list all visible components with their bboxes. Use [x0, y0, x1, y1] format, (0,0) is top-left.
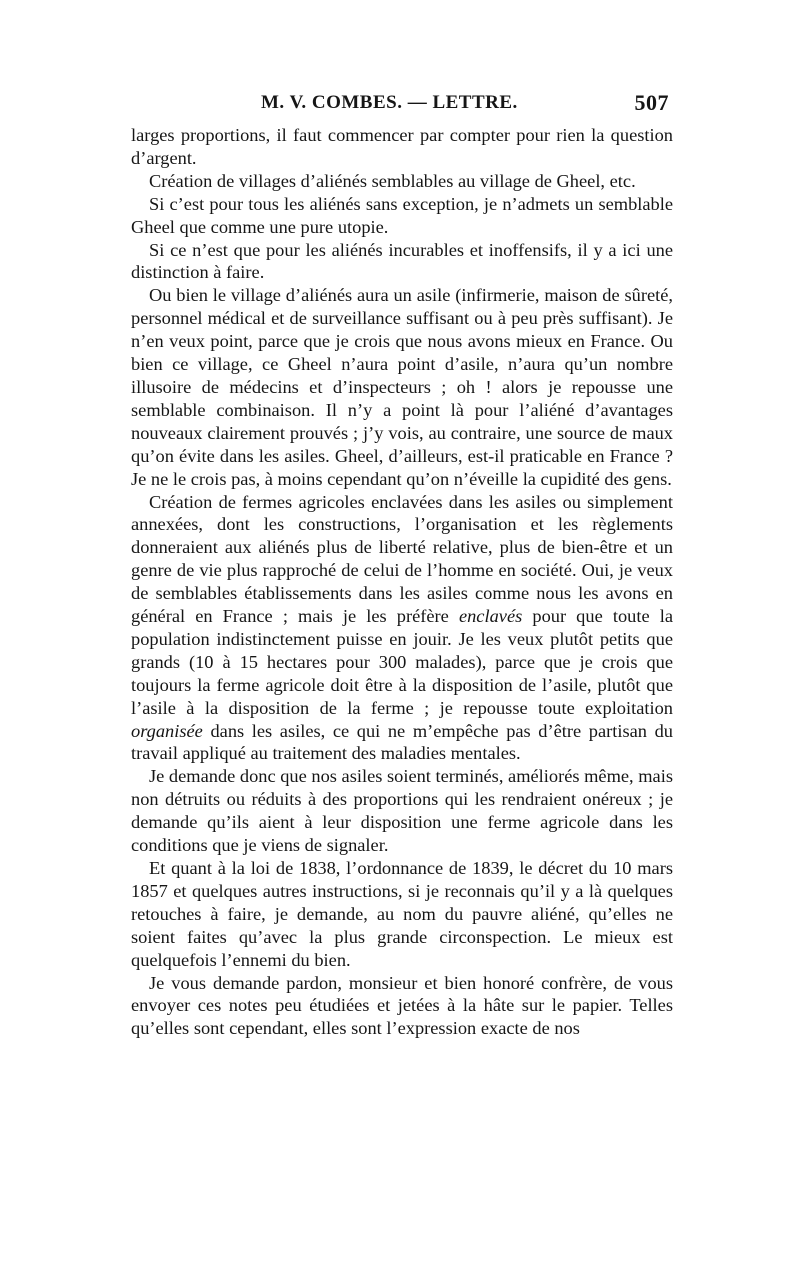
paragraph [131, 972, 673, 1041]
running-title: M. V. COMBES. — LETTRE. [261, 92, 518, 113]
paragraph [131, 124, 673, 170]
paragraph-text: dans les asiles, ce qui ne m’empêche pas d’être partisan du travail appliqué au traitement des maladies mentales. [131, 720, 673, 764]
paragraph [131, 765, 673, 857]
paragraph-text: pour que toute la population indistinctement puisse en jouir. Je les veux plutôt petits que grands (10 à 15 hectares pour 300 malades), parce que je crois que toujours la ferme agricole doit être à la disposition de l’asile, plutôt que l’asile à la disposition de la ferme ; je repousse toute exploitation [131, 606, 673, 718]
paragraph [131, 239, 673, 285]
paragraph-text: Ou bien le village d’aliénés aura un asile (infirmerie, maison de sûreté, personnel médical et de surveillance suffisant ou à peu près suffisant). Je n’en veux point, parce que je crois que nous avons mieux en France. Ou bien ce village, ce Gheel n’aura point d’asile, n’aura qu’un nombre illusoire de médecins et d’inspecteurs ; oh ! alors je repousse une semblable combinaison. Il n’y a point là pour l’aliéné d’avantages nouveaux clairement prouvés ; j’y vois, au contraire, une source de maux qu’on évite dans les asiles. Gheel, d’ailleurs, est-il praticable en France ? Je ne le crois pas, à moins cependant qu’on n’éveille la cupidité des gens. [131, 285, 673, 489]
paragraph [131, 857, 673, 972]
paragraph [131, 170, 673, 193]
emphasized-text: enclavés [458, 606, 523, 627]
body-text [131, 124, 673, 1040]
paragraph-text: Je demande donc que nos asiles soient terminés, améliorés même, mais non détruits ou réduits à des proportions qui les rendraient onéreux ; je demande qu’ils aient à leur disposition une ferme agricole dans les conditions que je viens de signaler. [131, 766, 673, 856]
paragraph [131, 284, 673, 490]
paragraph-text: larges proportions, il faut commencer par compter pour rien la question d’argent. [131, 125, 673, 168]
emphasized-text: organisée [131, 720, 203, 741]
paragraph [131, 193, 673, 239]
book-page [131, 90, 673, 1040]
paragraph-text: Si ce n’est que pour les aliénés incurables et inoffensifs, il y a ici une distinction à faire. [131, 239, 673, 283]
page-number: 507 [634, 90, 669, 115]
paragraph-text: Et quant à la loi de 1838, l’ordonnance de 1839, le décret du 10 mars 1857 et quelques autres instructions, si je reconnais qu’il y a là quelques retouches à faire, je demande, au nom du pauvre aliéné, qu’elles ne soient faites qu’avec la plus grande circonspection. Le mieux est quelquefois l’ennemi du bien. [131, 858, 673, 970]
paragraph-text: Création de villages d’aliénés semblables au village de Gheel, etc. [149, 170, 636, 191]
paragraph-text: Je vous demande pardon, monsieur et bien honoré confrère, de vous envoyer ces notes peu étudiées et jetées à la hâte sur le papier. Telles qu’elles sont cependant, elles sont l’expression exacte de nos [131, 972, 673, 1039]
paragraph [131, 491, 673, 766]
paragraph-text: Si c’est pour tous les aliénés sans exception, je n’admets un semblable Gheel que comme une pure utopie. [131, 193, 673, 237]
running-head [131, 90, 673, 124]
paragraph-text: Création de fermes agricoles enclavées dans les asiles ou simplement annexées, dont les constructions, l’organisation et les règlements donneraient aux aliénés plus de liberté relative, plus de bien-être et un genre de vie plus rapproché de celui de l’homme en société. Oui, je veux de semblables établissements dans les asiles comme nous les avons en général en France ; mais je les préfère [131, 491, 673, 627]
